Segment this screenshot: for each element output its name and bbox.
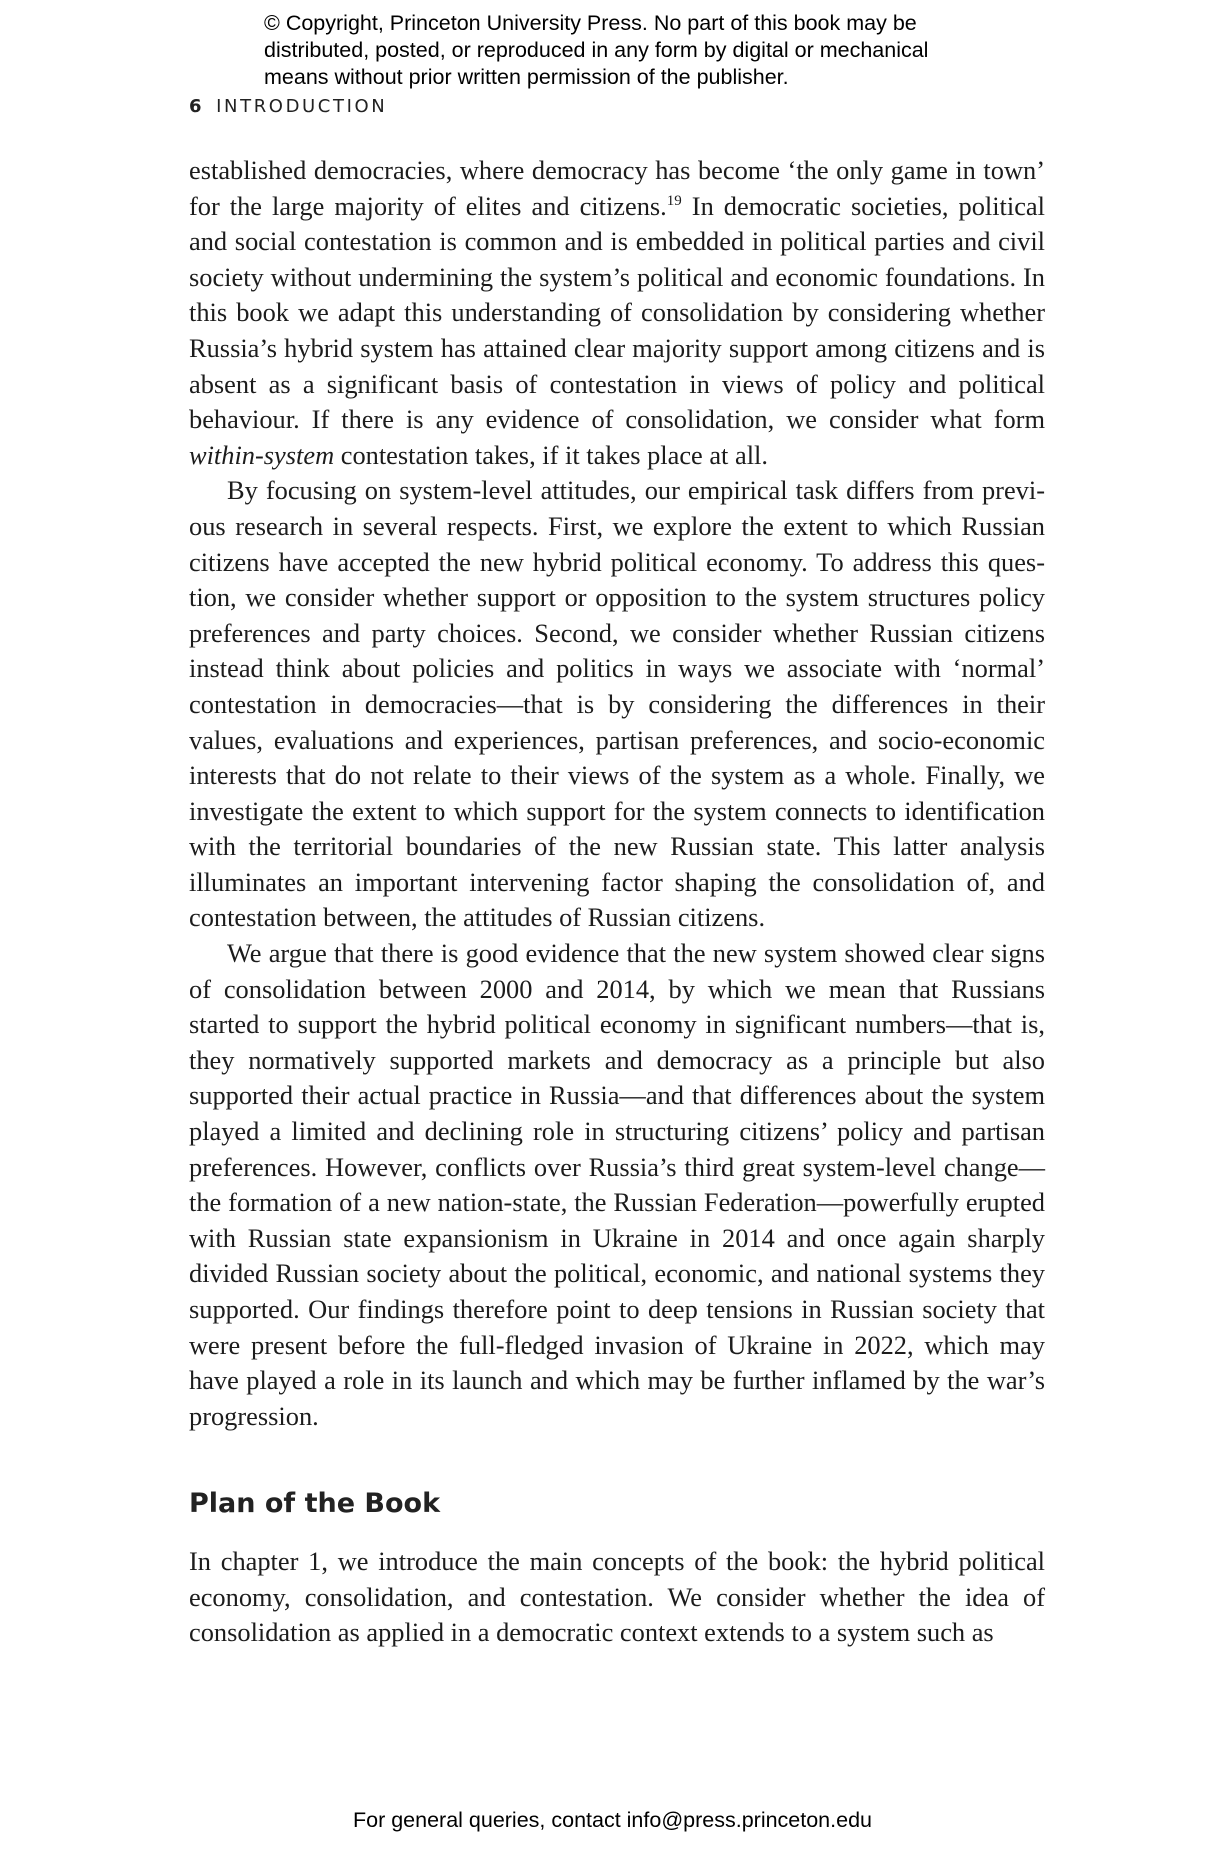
paragraph-1-italic-term: within-system xyxy=(189,439,335,470)
paragraph-1 xyxy=(189,153,1045,473)
paragraph-2: By focusing on system-level attitudes, our empirical task differs from previous research in several respects. First, we explore the extent to which Russian citizens have accepted the new hybrid political economy. To address this question, we consider whether support or opposition to the system structures policy preferences and party choices. Second, we consider whether Russian citizens instead think about policies and politics in ways we associate with ‘normal’ contestation in democracies—that is by considering the differences in their values, evaluations and experiences, partisan preferences, and socio-economic interests that do not relate to their views of the system as a whole. Finally, we investigate the extent to which support for the system connects to identification with the territorial boundaries of the new Russian state. This latter analysis illuminates an important intervening factor shaping the consolidation of, and contestation between, the attitudes of Russian citizens. xyxy=(189,475,1045,933)
page-number: 6 xyxy=(189,96,205,117)
paragraph-1-text-c: contestation takes, if it takes place at all. xyxy=(334,439,768,470)
chapter-title: INTRODUCTION xyxy=(216,96,388,117)
running-head xyxy=(189,96,387,117)
body-text xyxy=(189,153,1045,1434)
copyright-line-3: means without prior written permission of the publisher. xyxy=(264,65,789,89)
section-heading: Plan of the Book xyxy=(189,1488,441,1519)
footnote-marker-19[interactable]: 19 xyxy=(666,192,682,209)
copyright-line-1: © Copyright, Princeton University Press. No part of this book may be xyxy=(264,11,917,35)
paragraph-1-text-a: established democracies, where democracy has become ‘the only game in town’ for the large majority of elites and citizens. xyxy=(189,155,1045,221)
plan-paragraph-1: In chapter 1, we introduce the main concepts of the book: the hybrid political economy, consolidation, and contestation. We consider whether the idea of consolidation as applied in a democratic context extends to a system such as xyxy=(189,1546,1045,1648)
footer-contact: For general queries, contact info@press.princeton.edu xyxy=(352,1808,872,1832)
plan-section-text xyxy=(189,1544,1045,1651)
copyright-notice xyxy=(264,10,984,91)
paragraph-3: We argue that there is good evidence that the new system showed clear signs of consolidation between 2000 and 2014, by which we mean that Russians started to support the hybrid political economy in significant numbers—that is, they normatively supported markets and democracy as a principle but also supported their actual practice in Russia—and that differences about the system played a limited and declining role in structuring citizens’ policy and partisan preferences. However, conflicts over Russia’s third great system-level change—the formation of a new nation-state, the Russian Federation—powerfully erupted with Russian state expansionism in Ukraine in 2014 and once again sharply divided Russian society about the political, economic, and national systems they supported. Our findings therefore point to deep tensions in Russian society that were present before the full-fledged invasion of Ukraine in 2022, which may have played a role in its launch and which may be further inflamed by the war’s progression. xyxy=(189,938,1045,1431)
paragraph-1-text-b: In democratic societies, political and social contestation is common and is embedded in political parties and civil society without undermining the system’s political and economic foundations. In this book we adapt this understanding of consolidation by considering whether Russia’s hybrid system has attained clear majority support among citizens and is absent as a significant basis of contestation in views of policy and political behaviour. If there is any evidence of consolidation, we consider what form xyxy=(189,190,1045,435)
copyright-line-2: distributed, posted, or reproduced in any form by digital or mechanical xyxy=(264,38,929,62)
